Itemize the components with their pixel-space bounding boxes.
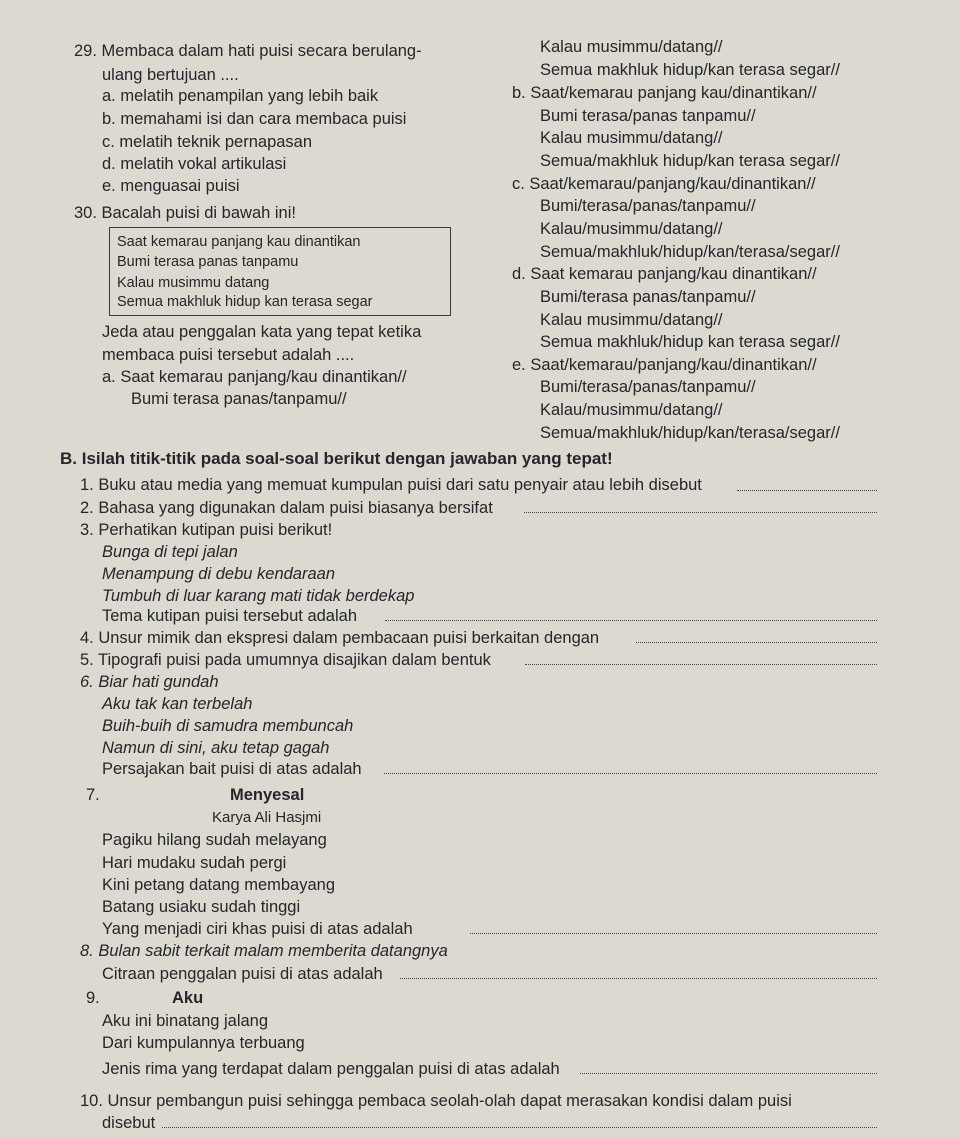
b-q1: 1. Buku atau media yang memuat kumpulan puisi dari satu penyair atau lebih disebut [80, 476, 702, 494]
q30-option-e-line2: Bumi/terasa/panas/tanpamu// [540, 378, 756, 396]
b-q7-author: Karya Ali Hasjmi [212, 809, 322, 826]
b-q9-number: 9. [86, 989, 100, 1007]
b-q1-answer-blank[interactable] [737, 490, 877, 491]
b-q7-poem-line: Batang usiaku sudah tinggi [102, 898, 301, 916]
b-q3-intro: 3. Perhatikan kutipan puisi berikut! [80, 521, 333, 539]
q30-option-a-line3: Kalau musimmu/datang// [540, 38, 723, 56]
q30-option-c-line3: Kalau/musimmu/datang// [540, 220, 723, 238]
b-q9-poem-line: Aku ini binatang jalang [102, 1012, 269, 1030]
b-q6-prompt: Persajakan bait puisi di atas adalah [102, 760, 362, 778]
b-q3-poem-line: Tumbuh di luar karang mati tidak berdekap [102, 587, 415, 605]
b-q7-poem-line: Kini petang datang membayang [102, 876, 335, 894]
b-q7-poem-title: Menyesal [230, 786, 305, 804]
b-q8-prompt: Citraan penggalan puisi di atas adalah [102, 965, 383, 983]
b-q7-poem-line: Hari mudaku sudah pergi [102, 854, 287, 872]
b-q4-answer-blank[interactable] [636, 642, 877, 643]
q30-option-c-line1: c. Saat/kemarau/panjang/kau/dinantikan// [512, 175, 816, 193]
q30-option-a-line2: Bumi terasa panas/tanpamu// [131, 390, 347, 408]
b-q10-line2: disebut [102, 1114, 156, 1132]
b-q3-prompt: Tema kutipan puisi tersebut adalah [102, 607, 357, 625]
b-q10-answer-blank[interactable] [162, 1127, 877, 1128]
q30-poem-line: Semua makhluk hidup kan terasa segar [117, 294, 373, 310]
section-b-heading: B. Isilah titik-titik pada soal-soal berikut dengan jawaban yang tepat! [60, 449, 613, 468]
q29-question-line1: 29. Membaca dalam hati puisi secara berulang- [74, 42, 422, 60]
q30-option-c-line4: Semua/makhluk/hidup/kan/terasa/segar// [540, 243, 840, 261]
b-q6-poem-line: 6. Biar hati gundah [80, 673, 219, 691]
b-q3-poem-line: Menampung di debu kendaraan [102, 565, 336, 583]
q29-option-b: b. memahami isi dan cara membaca puisi [102, 110, 407, 128]
q30-prompt-line1: Jeda atau penggalan kata yang tepat ketika [102, 323, 422, 341]
q30-option-e-line4: Semua/makhluk/hidup/kan/terasa/segar// [540, 424, 840, 442]
b-q4: 4. Unsur mimik dan ekspresi dalam pembacaan puisi berkaitan dengan [80, 629, 600, 647]
q29-option-c: c. melatih teknik pernapasan [102, 133, 313, 151]
q30-option-b-line1: b. Saat/kemarau panjang kau/dinantikan// [512, 84, 817, 102]
q30-option-e-line3: Kalau/musimmu/datang// [540, 401, 723, 419]
q30-poem-line: Kalau musimmu datang [117, 275, 270, 291]
b-q3-poem-line: Bunga di tepi jalan [102, 543, 238, 561]
b-q8-line: 8. Bulan sabit terkait malam memberita datangnya [80, 942, 448, 960]
q30-option-b-line3: Kalau musimmu/datang// [540, 129, 723, 147]
b-q7-answer-blank[interactable] [470, 933, 877, 934]
q30-question: 30. Bacalah puisi di bawah ini! [74, 204, 296, 222]
b-q9-answer-blank[interactable] [580, 1073, 877, 1074]
q30-option-d-line3: Kalau musimmu/datang// [540, 311, 723, 329]
b-q2: 2. Bahasa yang digunakan dalam puisi biasanya bersifat [80, 499, 493, 517]
q30-poem-box [109, 227, 451, 316]
b-q7-number: 7. [86, 786, 100, 804]
q30-option-d-line4: Semua makhluk/hidup kan terasa segar// [540, 333, 840, 351]
b-q10-line1: 10. Unsur pembangun puisi sehingga pembaca seolah-olah dapat merasakan kondisi dalam puisi [80, 1092, 792, 1110]
q30-option-d-line2: Bumi/terasa panas/tanpamu// [540, 288, 756, 306]
q29-option-e: e. menguasai puisi [102, 177, 240, 195]
q30-option-a-line1: a. Saat kemarau panjang/kau dinantikan// [102, 368, 407, 386]
q29-option-a: a. melatih penampilan yang lebih baik [102, 87, 379, 105]
b-q6-poem-line: Aku tak kan terbelah [102, 695, 253, 713]
b-q5-answer-blank[interactable] [525, 664, 877, 665]
q30-option-b-line4: Semua/makhluk hidup/kan terasa segar// [540, 152, 840, 170]
q30-option-b-line2: Bumi terasa/panas tanpamu// [540, 107, 756, 125]
b-q6-answer-blank[interactable] [384, 773, 877, 774]
q29-option-d: d. melatih vokal artikulasi [102, 155, 287, 173]
b-q3-answer-blank[interactable] [385, 620, 877, 621]
b-q7-prompt: Yang menjadi ciri khas puisi di atas adalah [102, 920, 413, 938]
q30-poem-line: Bumi terasa panas tanpamu [117, 254, 299, 270]
q30-option-c-line2: Bumi/terasa/panas/tanpamu// [540, 197, 756, 215]
b-q7-poem-line: Pagiku hilang sudah melayang [102, 831, 327, 849]
q30-prompt-line2: membaca puisi tersebut adalah .... [102, 346, 355, 364]
b-q9-poem-title: Aku [172, 989, 204, 1007]
q30-option-a-line4: Semua makhluk hidup/kan terasa segar// [540, 61, 840, 79]
b-q9-prompt: Jenis rima yang terdapat dalam penggalan puisi di atas adalah [102, 1060, 560, 1078]
b-q5: 5. Tipografi puisi pada umumnya disajikan dalam bentuk [80, 651, 491, 669]
q30-option-e-line1: e. Saat/kemarau/panjang/kau/dinantikan// [512, 356, 817, 374]
b-q2-answer-blank[interactable] [524, 512, 877, 513]
b-q8-answer-blank[interactable] [400, 978, 877, 979]
b-q9-poem-line: Dari kumpulannya terbuang [102, 1034, 305, 1052]
b-q6-poem-line: Namun di sini, aku tetap gagah [102, 739, 330, 757]
q30-poem-line: Saat kemarau panjang kau dinantikan [117, 234, 361, 250]
b-q6-poem-line: Buih-buih di samudra membuncah [102, 717, 354, 735]
q29-question-line2: ulang bertujuan .... [102, 66, 239, 84]
q30-option-d-line1: d. Saat kemarau panjang/kau dinantikan// [512, 265, 817, 283]
